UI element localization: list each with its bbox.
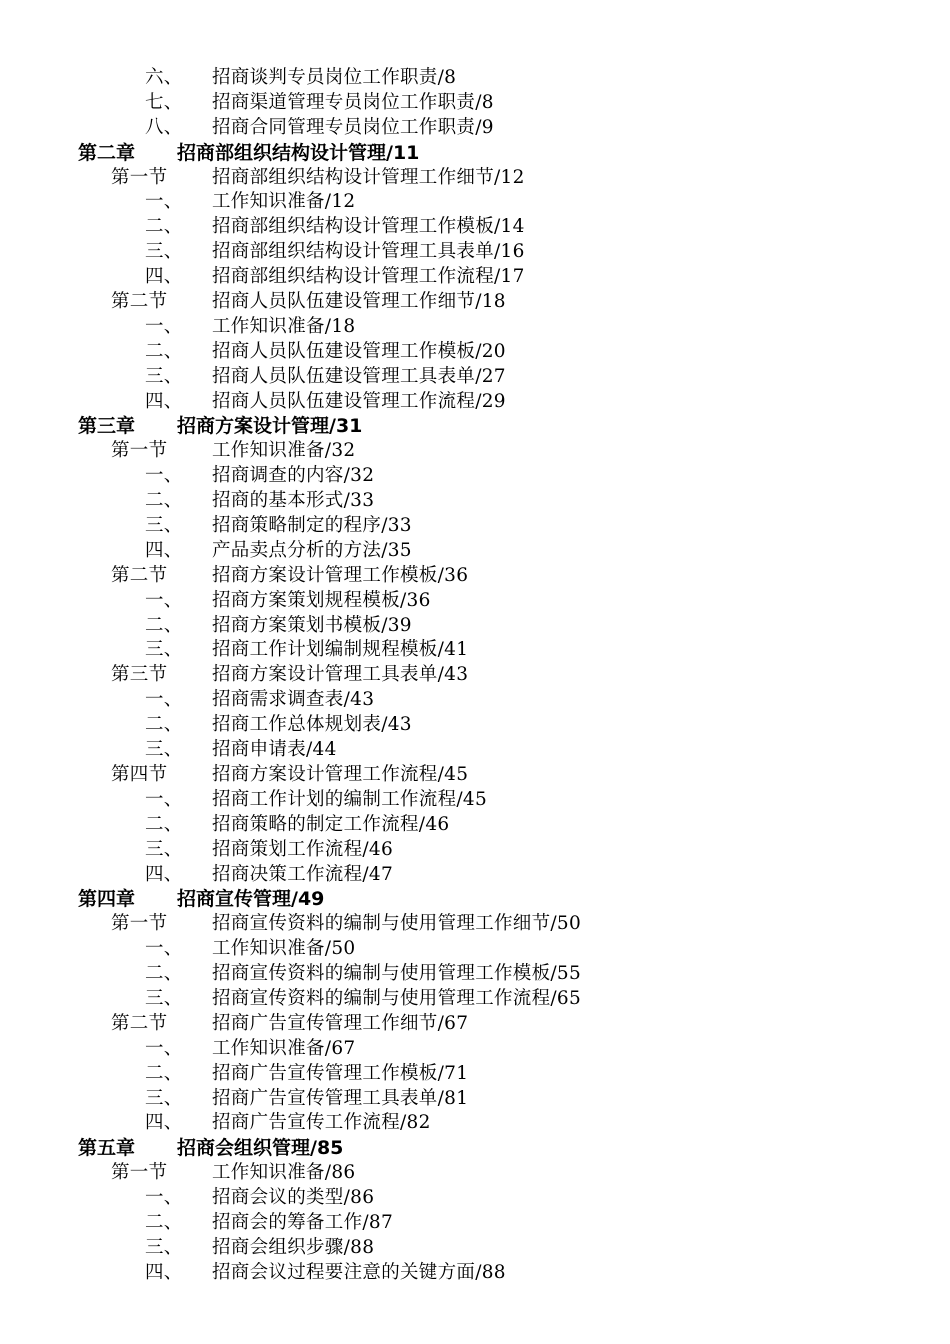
toc-item-title: 招商广告宣传管理工作模板/71: [212, 1062, 469, 1084]
toc-item-title: 工作知识准备/12: [212, 191, 356, 213]
toc-section-number: 第二节: [111, 564, 168, 586]
toc-section: [0, 912, 950, 937]
table-of-contents: [0, 66, 950, 1286]
toc-section-title: 招商方案设计管理工作流程/45: [212, 763, 469, 785]
toc-item-number: 二、: [145, 813, 183, 835]
toc-item-title: 招商部组织结构设计管理工作模板/14: [212, 216, 525, 238]
toc-item-number: 二、: [145, 714, 183, 736]
toc-item: [0, 813, 950, 838]
toc-item: [0, 315, 950, 340]
toc-item-number: 四、: [145, 1112, 183, 1134]
toc-section: [0, 1012, 950, 1037]
toc-chapter: [0, 887, 950, 912]
toc-item-number: 一、: [145, 191, 183, 213]
toc-item: [0, 638, 950, 663]
toc-item: [0, 1087, 950, 1112]
toc-item-number: 一、: [145, 1187, 183, 1209]
toc-item-title: 招商需求调查表/43: [212, 689, 375, 711]
toc-item-title: 招商决策工作流程/47: [212, 863, 394, 885]
toc-item-title: 工作知识准备/18: [212, 315, 356, 337]
toc-section: [0, 564, 950, 589]
toc-item: [0, 514, 950, 539]
toc-section-title: 招商人员队伍建设管理工作细节/18: [212, 291, 506, 313]
toc-item-title: 招商策划工作流程/46: [212, 838, 394, 860]
toc-section: [0, 290, 950, 315]
toc-item-title: 招商策略的制定工作流程/46: [212, 813, 450, 835]
toc-item-title: 招商方案策划规程模板/36: [212, 589, 431, 611]
toc-item: [0, 464, 950, 489]
toc-chapter-number: 第四章: [78, 888, 136, 911]
toc-item-title: 招商工作总体规划表/43: [212, 714, 412, 736]
toc-item: [0, 738, 950, 763]
toc-item-title: 工作知识准备/67: [212, 1037, 356, 1059]
toc-item-title: 招商工作计划的编制工作流程/45: [212, 788, 488, 810]
toc-item-title: 招商人员队伍建设管理工作模板/20: [212, 340, 506, 362]
toc-item-number: 三、: [145, 987, 183, 1009]
toc-item: [0, 91, 950, 116]
toc-section-number: 第一节: [111, 166, 168, 188]
toc-section-title: 招商广告宣传管理工作细节/67: [212, 1012, 469, 1034]
toc-item: [0, 539, 950, 564]
toc-item-title: 招商会组织步骤/88: [212, 1236, 375, 1258]
toc-item: [0, 116, 950, 141]
toc-section: [0, 166, 950, 191]
toc-item-title: 招商会议过程要注意的关键方面/88: [212, 1261, 506, 1283]
toc-item-number: 三、: [145, 241, 183, 263]
toc-section-title: 工作知识准备/32: [212, 440, 356, 462]
toc-item: [0, 788, 950, 813]
toc-item: [0, 190, 950, 215]
toc-item-number: 一、: [145, 465, 183, 487]
toc-item-number: 三、: [145, 365, 183, 387]
toc-item-number: 一、: [145, 315, 183, 337]
toc-chapter-title: 招商宣传管理/49: [177, 888, 325, 911]
toc-item: [0, 1261, 950, 1286]
toc-section-number: 第一节: [111, 1162, 168, 1184]
toc-item-number: 四、: [145, 539, 183, 561]
toc-item-title: 招商宣传资料的编制与使用管理工作模板/55: [212, 963, 582, 985]
toc-section-number: 第二节: [111, 1012, 168, 1034]
toc-item-title: 招商宣传资料的编制与使用管理工作流程/65: [212, 987, 582, 1009]
toc-item-number: 二、: [145, 614, 183, 636]
toc-item-number: 二、: [145, 963, 183, 985]
toc-item-number: 一、: [145, 1037, 183, 1059]
toc-item-title: 招商的基本形式/33: [212, 490, 375, 512]
toc-section-number: 第四节: [111, 763, 168, 785]
toc-item-number: 四、: [145, 390, 183, 412]
toc-item: [0, 1186, 950, 1211]
toc-chapter: [0, 1136, 950, 1161]
toc-item: [0, 489, 950, 514]
toc-item: [0, 1037, 950, 1062]
toc-item: [0, 1062, 950, 1087]
toc-section: [0, 763, 950, 788]
toc-item-title: 招商申请表/44: [212, 739, 337, 761]
toc-item: [0, 713, 950, 738]
toc-item: [0, 987, 950, 1012]
toc-chapter-title: 招商方案设计管理/31: [177, 415, 363, 438]
toc-section-number: 第二节: [111, 291, 168, 313]
toc-item-title: 招商渠道管理专员岗位工作职责/8: [212, 91, 494, 113]
toc-item-title: 招商方案策划书模板/39: [212, 614, 412, 636]
toc-item-title: 招商合同管理专员岗位工作职责/9: [212, 116, 494, 138]
toc-item-title: 招商广告宣传管理工具表单/81: [212, 1087, 469, 1109]
toc-item-number: 一、: [145, 689, 183, 711]
toc-item-title: 招商调查的内容/32: [212, 465, 375, 487]
toc-item-number: 六、: [145, 67, 183, 88]
toc-chapter-number: 第三章: [78, 415, 136, 438]
toc-item-number: 一、: [145, 589, 183, 611]
toc-item: [0, 863, 950, 888]
toc-item: [0, 1111, 950, 1136]
toc-item-title: 招商人员队伍建设管理工作流程/29: [212, 390, 506, 412]
toc-item-number: 四、: [145, 1261, 183, 1283]
toc-item: [0, 838, 950, 863]
toc-item-number: 二、: [145, 216, 183, 238]
toc-item-number: 三、: [145, 1236, 183, 1258]
toc-item-title: 招商部组织结构设计管理工具表单/16: [212, 241, 525, 263]
toc-item: [0, 240, 950, 265]
toc-item-number: 四、: [145, 266, 183, 288]
toc-item-title: 招商会议的类型/86: [212, 1187, 375, 1209]
toc-chapter-number: 第二章: [78, 141, 136, 164]
toc-item-title: 招商工作计划编制规程模板/41: [212, 639, 469, 661]
toc-item-number: 八、: [145, 116, 183, 138]
toc-item-title: 招商会的筹备工作/87: [212, 1211, 394, 1233]
toc-section: [0, 663, 950, 688]
toc-section-title: 招商方案设计管理工作模板/36: [212, 564, 469, 586]
toc-item: [0, 1236, 950, 1261]
toc-section-title: 招商部组织结构设计管理工作细节/12: [212, 166, 525, 188]
toc-item-title: 招商部组织结构设计管理工作流程/17: [212, 266, 525, 288]
toc-section-title: 招商宣传资料的编制与使用管理工作细节/50: [212, 913, 582, 935]
toc-chapter: [0, 141, 950, 166]
toc-section-title: 招商方案设计管理工具表单/43: [212, 664, 469, 686]
toc-chapter-title: 招商会组织管理/85: [177, 1137, 344, 1160]
toc-section-number: 第一节: [111, 913, 168, 935]
toc-item: [0, 1211, 950, 1236]
toc-item-title: 招商策略制定的程序/33: [212, 515, 412, 537]
toc-section: [0, 1161, 950, 1186]
toc-chapter-number: 第五章: [78, 1137, 136, 1160]
toc-item-number: 三、: [145, 838, 183, 860]
toc-item: [0, 614, 950, 639]
toc-item-number: 七、: [145, 91, 183, 113]
toc-item-number: 二、: [145, 490, 183, 512]
toc-item-title: 产品卖点分析的方法/35: [212, 539, 412, 561]
toc-section-number: 第一节: [111, 440, 168, 462]
toc-item-number: 一、: [145, 938, 183, 960]
toc-item-number: 四、: [145, 863, 183, 885]
toc-chapter-title: 招商部组织结构设计管理/11: [177, 141, 420, 164]
toc-item: [0, 265, 950, 290]
toc-item-number: 三、: [145, 739, 183, 761]
toc-item: [0, 688, 950, 713]
toc-item-number: 一、: [145, 788, 183, 810]
toc-item-title: 招商广告宣传工作流程/82: [212, 1112, 431, 1134]
toc-chapter: [0, 414, 950, 439]
toc-item: [0, 937, 950, 962]
toc-item-number: 二、: [145, 340, 183, 362]
toc-item-number: 二、: [145, 1062, 183, 1084]
toc-section-number: 第三节: [111, 664, 168, 686]
toc-section-title: 工作知识准备/86: [212, 1162, 356, 1184]
toc-item-title: 招商谈判专员岗位工作职责/8: [212, 67, 457, 88]
toc-item: [0, 589, 950, 614]
toc-item: [0, 365, 950, 390]
toc-item-title: 工作知识准备/50: [212, 938, 356, 960]
toc-section: [0, 439, 950, 464]
toc-item: [0, 66, 950, 91]
toc-item: [0, 215, 950, 240]
toc-item: [0, 390, 950, 415]
toc-item: [0, 340, 950, 365]
toc-item: [0, 962, 950, 987]
toc-item-number: 三、: [145, 639, 183, 661]
toc-item-number: 三、: [145, 1087, 183, 1109]
toc-item-number: 三、: [145, 515, 183, 537]
toc-item-title: 招商人员队伍建设管理工具表单/27: [212, 365, 506, 387]
toc-item-number: 二、: [145, 1211, 183, 1233]
